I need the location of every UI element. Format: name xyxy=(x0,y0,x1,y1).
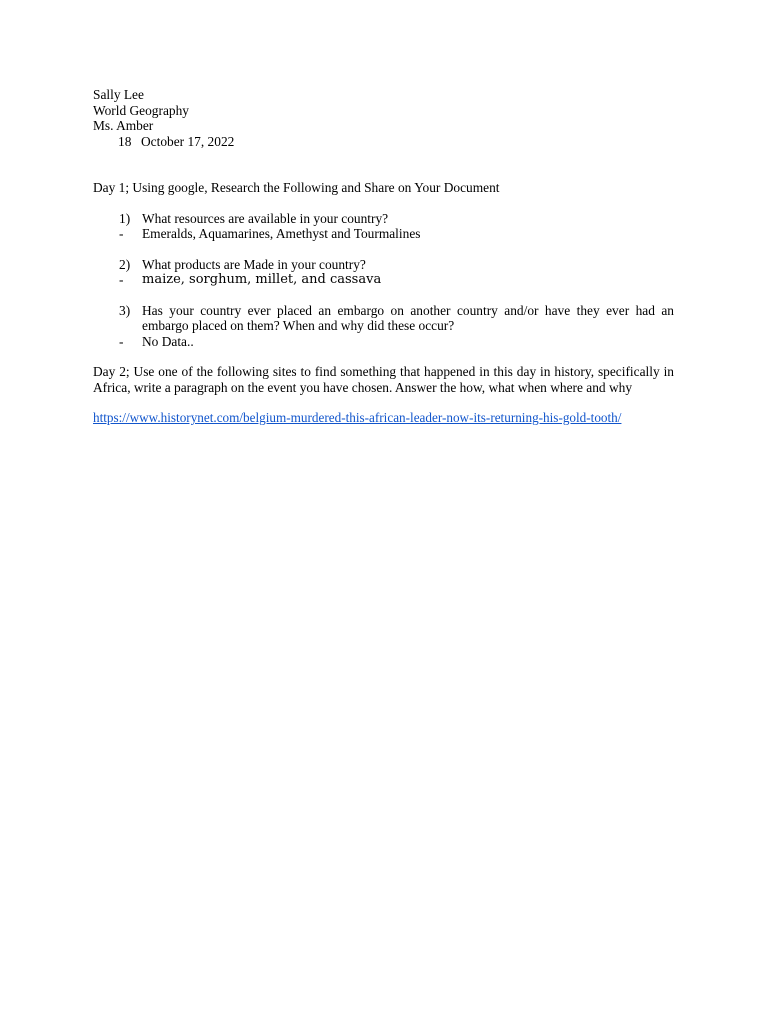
day2-paragraph: Day 2; Use one of the following sites to find something that happened in this day in history, specifically in Africa, write a paragraph on the event you have chosen. Answer the how, what when where and why xyxy=(93,364,674,395)
question-1-text: What resources are available in your country? xyxy=(142,210,389,226)
question-1-number: 1) xyxy=(119,210,131,226)
date-line xyxy=(93,134,674,150)
question-1 xyxy=(93,211,674,227)
answer-1-dash: - xyxy=(119,226,124,241)
teacher-name: Ms. Amber xyxy=(93,118,154,133)
document-page xyxy=(93,87,674,426)
student-name: Sally Lee xyxy=(93,87,144,102)
answer-2 xyxy=(93,272,674,288)
question-2-number: 2) xyxy=(119,256,131,272)
answer-2-text: maize, sorghum, millet, and cassava xyxy=(142,272,382,287)
answer-1 xyxy=(93,226,674,242)
date-text: October 17, 2022 xyxy=(141,133,235,149)
question-3-text: Has your country ever placed an embargo on another country and/or have they ever had an embargo placed on them? When and why did these occur? xyxy=(142,302,674,333)
answer-3-dash: - xyxy=(119,333,124,349)
answer-3 xyxy=(93,334,674,350)
question-2-text: What products are Made in your country? xyxy=(142,256,366,272)
question-3-number: 3) xyxy=(119,302,131,318)
date-number: 18 xyxy=(118,133,132,149)
history-link[interactable]: https://www.historynet.com/belgium-murdered-this-african-leader-now-its-returning-his-gold-tooth/ xyxy=(93,410,622,425)
question-2 xyxy=(93,257,674,273)
answer-2-dash: - xyxy=(119,272,124,287)
question-3 xyxy=(93,303,674,334)
day1-title: Day 1; Using google, Research the Following and Share on Your Document xyxy=(93,180,500,195)
answer-1-text: Emeralds, Aquamarines, Amethyst and Tourmalines xyxy=(142,226,421,241)
course-name: World Geography xyxy=(93,102,189,118)
answer-3-text: No Data.. xyxy=(142,333,194,349)
